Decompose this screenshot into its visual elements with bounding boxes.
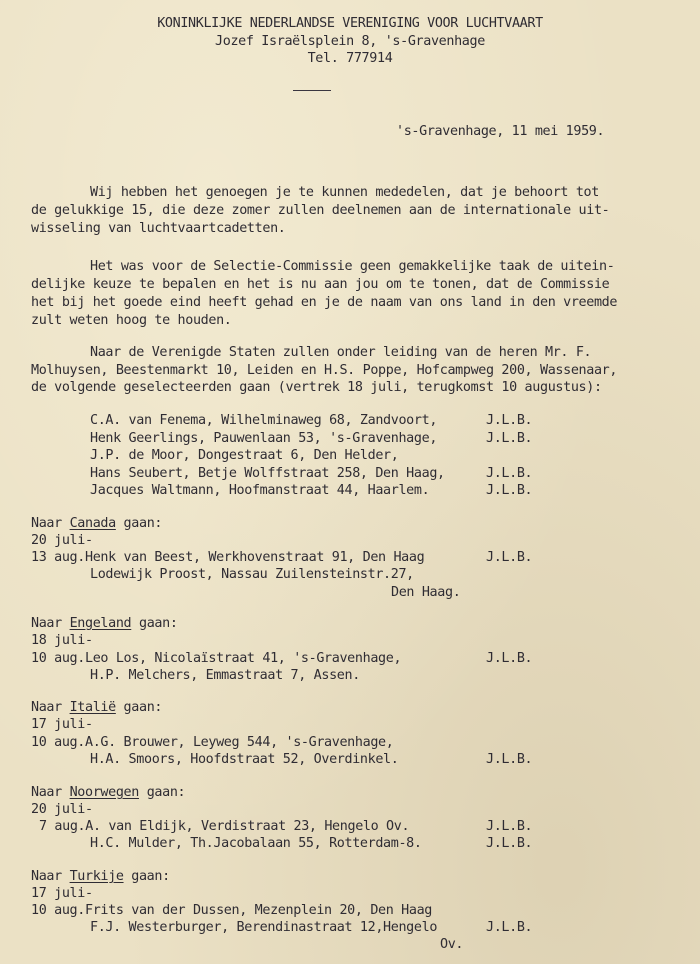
- usa-member-4: Hans Seubert, Betje Wolffstraat 258, Den Haag,: [90, 466, 445, 481]
- engeland-country: Engeland: [69, 616, 132, 631]
- italie-date-to: 10 aug.: [31, 735, 85, 750]
- noorwegen-line-1: [39, 819, 409, 835]
- turkije-member-2-province: Ov.: [440, 937, 464, 952]
- engeland-member-2: H.P. Melchers, Emmastraat 7, Assen.: [90, 668, 360, 683]
- para3-line-3: de volgende geselecteerden gaan (vertrek 18 juli, terugkomst 10 augustus):: [31, 380, 602, 395]
- canada-member-1-tag: J.L.B.: [486, 550, 533, 565]
- turkije-member-2-tag: J.L.B.: [486, 920, 533, 935]
- italie-member-1: A.G. Brouwer, Leyweg 544, 's-Gravenhage,: [84, 735, 394, 750]
- canada-heading: [31, 516, 162, 532]
- canada-member-1: Henk van Beest, Werkhovenstraat 91, Den Haag: [84, 550, 425, 565]
- canada-date-to: 13 aug.: [31, 550, 85, 565]
- usa-member-4-tag: J.L.B.: [486, 466, 533, 481]
- italie-heading-suffix: gaan:: [115, 700, 163, 715]
- canada-date-from: 20 juli-: [31, 533, 93, 548]
- canada-country: Canada: [69, 516, 116, 531]
- letter-date: 's-Gravenhage, 11 mei 1959.: [396, 124, 605, 139]
- noorwegen-heading: [31, 785, 185, 801]
- usa-member-5-tag: J.L.B.: [486, 483, 533, 498]
- engeland-line-1: [31, 651, 401, 667]
- para1-line-2: de gelukkige 15, die deze zomer zullen deelnemen aan de internationale uit-: [31, 203, 610, 218]
- engeland-date-from: 18 juli-: [31, 633, 93, 648]
- canada-member-2: Lodewijk Proost, Nassau Zuilensteinstr.27,: [90, 567, 414, 582]
- noorwegen-member-2-tag: J.L.B.: [486, 836, 533, 851]
- turkije-date-to: 10 aug.: [31, 903, 85, 918]
- letterhead-org: KONINKLIJKE NEDERLANDSE VERENIGING VOOR LUCHTVAART: [157, 16, 543, 31]
- turkije-member-1: Frits van der Dussen, Mezenplein 20, Den Haag: [84, 903, 433, 918]
- engeland-member-1: Leo Los, Nicolaïstraat 41, 's-Gravenhage,: [84, 651, 402, 666]
- usa-member-3: J.P. de Moor, Dongestraat 6, Den Helder,: [90, 448, 399, 463]
- header-divider: [293, 90, 331, 91]
- engeland-date-to: 10 aug.: [31, 651, 85, 666]
- italie-line-1: [31, 735, 393, 751]
- para2-line-3: het bij het goede eind heeft gehad en je de naam van ons land in den vreemde: [31, 295, 618, 310]
- usa-member-1: C.A. van Fenema, Wilhelminaweg 68, Zandvoort,: [90, 413, 438, 428]
- noorwegen-date-from: 20 juli-: [31, 802, 93, 817]
- para3-line-1: Naar de Verenigde Staten zullen onder leiding van de heren Mr. F.: [90, 345, 592, 360]
- turkije-date-from: 17 juli-: [31, 886, 93, 901]
- usa-member-2: Henk Geerlings, Pauwenlaan 53, 's-Gravenhage,: [90, 431, 438, 446]
- para2-line-2: delijke keuze te bepalen en het is nu aan jou om te tonen, dat de Commissie: [31, 277, 610, 292]
- turkije-heading-prefix: Naar: [31, 869, 70, 884]
- noorwegen-country: Noorwegen: [69, 785, 139, 800]
- noorwegen-date-to: 7 aug.: [39, 819, 86, 834]
- engeland-heading-prefix: Naar: [31, 616, 70, 631]
- canada-member-2-city: Den Haag.: [391, 585, 461, 600]
- italie-member-2: H.A. Smoors, Hoofdstraat 52, Overdinkel.: [90, 752, 399, 767]
- usa-member-5: Jacques Waltmann, Hoofmanstraat 44, Haarlem.: [90, 483, 430, 498]
- canada-heading-suffix: gaan:: [115, 516, 163, 531]
- noorwegen-member-1-tag: J.L.B.: [486, 819, 533, 834]
- noorwegen-heading-suffix: gaan:: [138, 785, 186, 800]
- engeland-heading-suffix: gaan:: [131, 616, 178, 631]
- canada-line-1: [31, 550, 424, 566]
- italie-heading: [31, 700, 162, 716]
- para2-line-4: zult weten hoog te houden.: [31, 313, 232, 328]
- noorwegen-member-1: A. van Eldijk, Verdistraat 23, Hengelo Ov.: [85, 819, 410, 834]
- engeland-heading: [31, 616, 178, 632]
- italie-country: Italië: [69, 700, 116, 715]
- turkije-member-2: F.J. Westerburger, Berendinastraat 12,Hengelo: [90, 920, 438, 935]
- usa-member-2-tag: J.L.B.: [486, 431, 533, 446]
- noorwegen-heading-prefix: Naar: [31, 785, 70, 800]
- canada-heading-prefix: Naar: [31, 516, 70, 531]
- italie-date-from: 17 juli-: [31, 717, 93, 732]
- para1-line-1: Wij hebben het genoegen je te kunnen mededelen, dat je behoort tot: [90, 185, 599, 200]
- usa-member-1-tag: J.L.B.: [486, 413, 533, 428]
- letterhead-phone: Tel. 777914: [307, 51, 393, 66]
- turkije-heading-suffix: gaan:: [123, 869, 170, 884]
- turkije-heading: [31, 869, 170, 885]
- italie-member-2-tag: J.L.B.: [486, 752, 533, 767]
- para3-line-2: Molhuysen, Beestenmarkt 10, Leiden en H.S. Poppe, Hofcampweg 200, Wassenaar,: [31, 363, 618, 378]
- turkije-country: Turkije: [69, 869, 124, 884]
- italie-heading-prefix: Naar: [31, 700, 70, 715]
- engeland-member-1-tag: J.L.B.: [486, 651, 533, 666]
- para1-line-3: wisseling van luchtvaartcadetten.: [31, 221, 286, 236]
- letterhead-address: Jozef Israëlsplein 8, 's-Gravenhage: [215, 34, 485, 49]
- turkije-line-1: [31, 903, 432, 919]
- noorwegen-member-2: H.C. Mulder, Th.Jacobalaan 55, Rotterdam-8.: [90, 836, 422, 851]
- para2-line-1: Het was voor de Selectie-Commissie geen gemakkelijke taak de uitein-: [90, 259, 615, 274]
